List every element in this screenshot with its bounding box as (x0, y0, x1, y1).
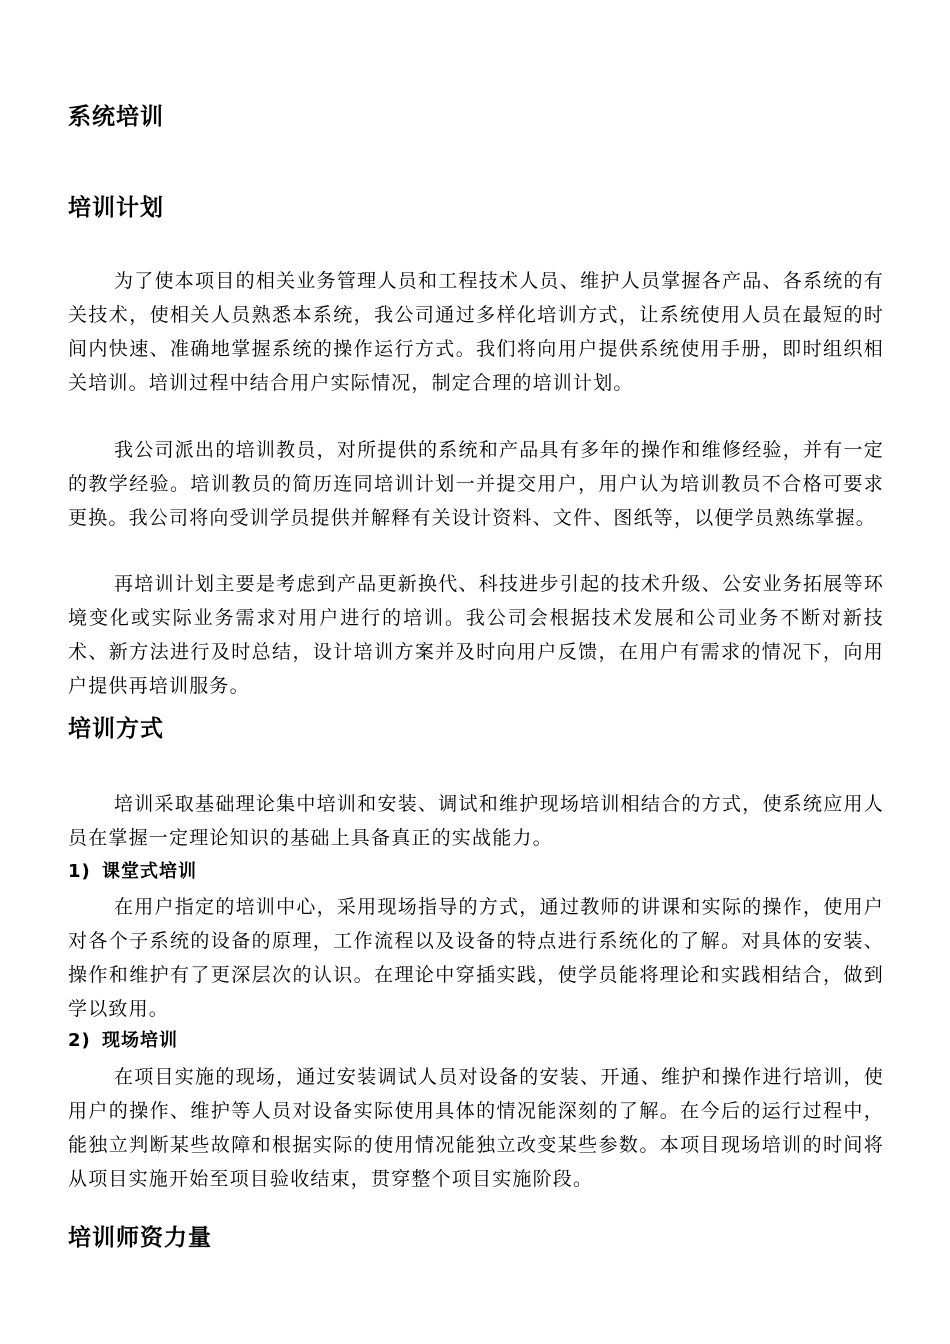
paragraph-plan-overview: 为了使本项目的相关业务管理人员和工程技术人员、维护人员掌握各产品、各系统的有关技术，使相关人员熟悉本系统，我公司通过多样化培训方式，让系统使用人员在最短的时间内快速、准确地掌握系统的操作运行方式。我们将向用户提供系统使用手册，即时组织相关培训。培训过程中结合用户实际情况，制定合理的培训计划。 (68, 270, 884, 394)
subheading-label: 现场培训 (102, 1030, 178, 1051)
paragraph-classroom-training: 在用户指定的培训中心，采用现场指导的方式，通过教师的讲课和实际的操作，使用户对各个子系统的设备的原理，工作流程以及设备的特点进行系统化的了解。对具体的安装、操作和维护有了更深层次的认识。在理论中穿插实践，使学员能将理论和实践相结合，做到学以致用。 (68, 896, 884, 1020)
list-number: 1) (68, 861, 91, 882)
paragraph-methods-intro: 培训采取基础理论集中培训和安装、调试和维护现场培训相结合的方式，使系统应用人员在掌握一定理论知识的基础上具备真正的实战能力。 (68, 793, 884, 849)
subheading-onsite-training (68, 1026, 178, 1056)
paragraph-onsite-training: 在项目实施的现场，通过安装调试人员对设备的安装、开通、维护和操作进行培训，使用户的操作、维护等人员对设备实际使用具体的情况能深刻的了解。在今后的运行过程中，能独立判断某些故障和根据实际的使用情况能独立改变某些参数。本项目现场培训的时间将从项目实施开始至项目验收结束，贯穿整个项目实施阶段。 (68, 1066, 884, 1190)
paragraph-plan-retraining: 再培训计划主要是考虑到产品更新换代、科技进步引起的技术升级、公安业务拓展等环境变化或实际业务需求对用户进行的培训。我公司会根据技术发展和公司业务不断对新技术、新方法进行及时总结，设计培训方案并及时向用户反馈，在用户有需求的情况下，向用户提供再培训服务。 (68, 573, 884, 697)
paragraph-plan-instructors: 我公司派出的培训教员，对所提供的系统和产品具有多年的操作和维修经验，并有一定的教学经验。培训教员的简历连同培训计划一并提交用户，用户认为培训教员不合格可要求更换。我公司将向受训学员提供并解释有关设计资料、文件、图纸等，以便学员熟练掌握。 (68, 439, 884, 529)
subheading-label: 课堂式培训 (102, 861, 197, 882)
subheading-classroom-training (68, 857, 197, 887)
document-title: 系统培训 (68, 104, 164, 130)
section-heading-training-methods: 培训方式 (68, 716, 164, 742)
section-heading-instructor-resources: 培训师资力量 (68, 1225, 212, 1251)
list-number: 2) (68, 1030, 91, 1051)
section-heading-training-plan: 培训计划 (68, 195, 164, 221)
